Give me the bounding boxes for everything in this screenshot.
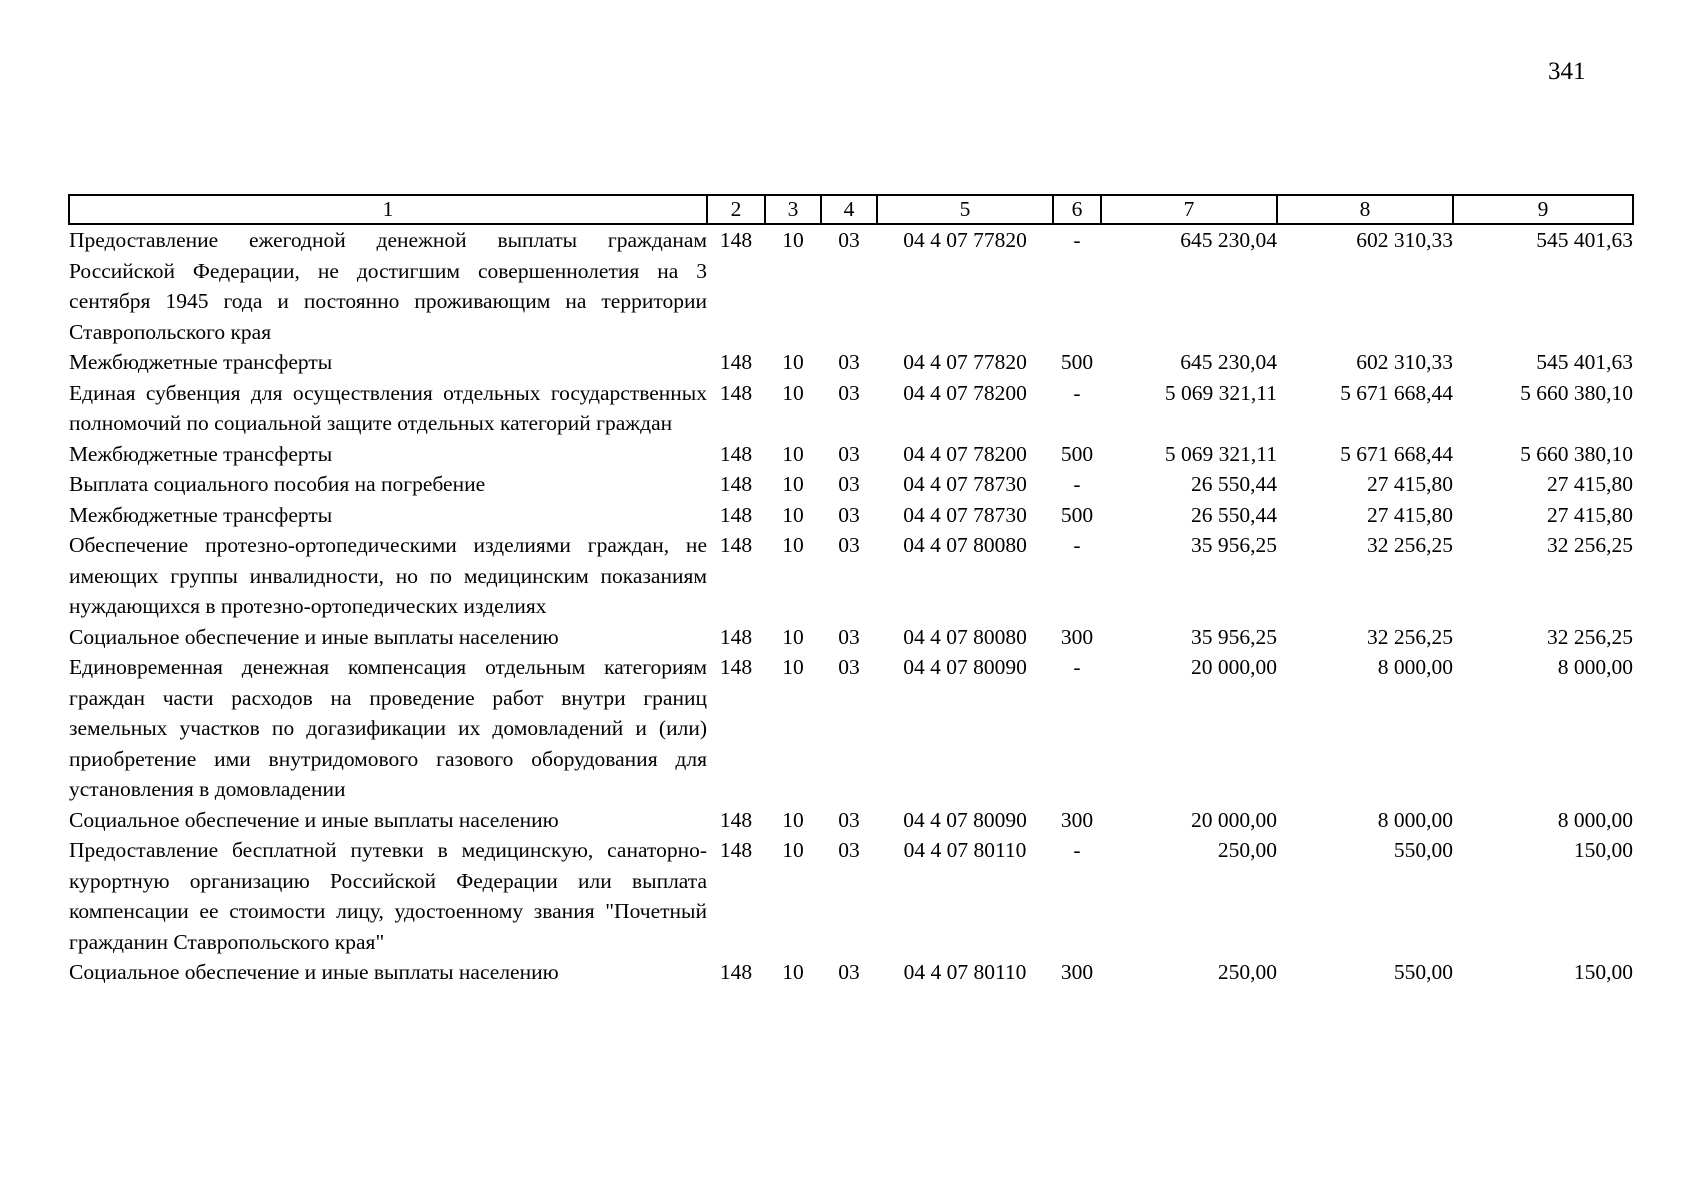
cell-col6: -: [1073, 655, 1081, 679]
cell-col2: 148: [719, 380, 753, 405]
budget-table: [68, 194, 1634, 988]
cell-col7: 645 230,04: [1180, 228, 1277, 252]
table-row: [69, 378, 1633, 439]
cell-col9: 5 660 380,10: [1520, 441, 1633, 466]
cell-col5: 04 4 07 80110: [903, 838, 1027, 862]
column-header: 4: [821, 195, 877, 224]
cell-col4: 03: [838, 807, 860, 832]
table-row: [69, 805, 1633, 836]
cell-col4: 03: [838, 655, 860, 679]
cell-col6: 300: [1060, 960, 1094, 984]
cell-col9: 32 256,25: [1547, 533, 1633, 557]
row-name: Межбюджетные трансферты: [69, 350, 333, 374]
cell-col5: 04 4 07 80090: [903, 807, 1027, 832]
table-row: [69, 652, 1633, 805]
cell-col3: 10: [782, 350, 804, 374]
cell-col7: 26 550,44: [1191, 472, 1277, 496]
table-row: [69, 500, 1633, 531]
row-name: Выплата социального пособия на погребение: [69, 472, 486, 496]
column-header: 2: [707, 195, 765, 224]
cell-col6: 500: [1060, 502, 1094, 527]
cell-col4: 03: [838, 624, 860, 649]
cell-col9: 8 000,00: [1557, 655, 1633, 679]
cell-col3: 10: [782, 502, 804, 527]
cell-col4: 03: [838, 533, 860, 557]
column-header: 5: [877, 195, 1053, 224]
table-row: [69, 224, 1633, 347]
cell-col3: 10: [782, 228, 804, 252]
cell-col5: 04 4 07 78730: [903, 502, 1027, 527]
table-body: [69, 224, 1633, 988]
cell-col7: 250,00: [1217, 838, 1277, 862]
cell-col7: 35 956,25: [1191, 624, 1277, 649]
cell-col6: 500: [1060, 350, 1094, 374]
cell-col8: 27 415,80: [1367, 502, 1453, 527]
cell-col9: 150,00: [1573, 960, 1633, 984]
cell-col2: 148: [719, 472, 753, 496]
cell-col3: 10: [782, 533, 804, 557]
cell-col8: 550,00: [1393, 838, 1453, 862]
table-row: [69, 957, 1633, 988]
cell-col8: 550,00: [1393, 960, 1453, 984]
table-row: [69, 469, 1633, 500]
cell-col4: 03: [838, 960, 860, 984]
cell-col3: 10: [782, 838, 804, 862]
column-header: 6: [1053, 195, 1101, 224]
table-row: [69, 622, 1633, 653]
cell-col6: -: [1073, 472, 1081, 496]
cell-col2: 148: [719, 533, 753, 557]
cell-col2: 148: [719, 624, 753, 649]
cell-col8: 602 310,33: [1356, 228, 1453, 252]
cell-col7: 35 956,25: [1191, 533, 1277, 557]
cell-col8: 8 000,00: [1377, 655, 1453, 679]
cell-col2: 148: [719, 807, 753, 832]
cell-col4: 03: [838, 838, 860, 862]
cell-col5: 04 4 07 78730: [903, 472, 1027, 496]
column-header: 3: [765, 195, 821, 224]
cell-col4: 03: [838, 472, 860, 496]
cell-col4: 03: [838, 350, 860, 374]
cell-col2: 148: [719, 960, 753, 984]
cell-col5: 04 4 07 80080: [903, 624, 1027, 649]
cell-col2: 148: [719, 441, 753, 466]
row-name: Межбюджетные трансферты: [69, 441, 333, 466]
cell-col9: 27 415,80: [1547, 472, 1633, 496]
cell-col5: 04 4 07 78200: [903, 441, 1027, 466]
page-number: 341: [1548, 58, 1586, 85]
cell-col3: 10: [782, 380, 804, 405]
cell-col9: 150,00: [1573, 838, 1633, 862]
cell-col4: 03: [838, 380, 860, 405]
row-name: Социальное обеспечение и иные выплаты населению: [69, 624, 559, 649]
column-header: 9: [1453, 195, 1633, 224]
cell-col7: 250,00: [1217, 960, 1277, 984]
cell-col5: 04 4 07 80080: [903, 533, 1027, 557]
cell-col8: 602 310,33: [1356, 350, 1453, 374]
cell-col8: 32 256,25: [1367, 624, 1453, 649]
cell-col4: 03: [838, 228, 860, 252]
cell-col7: 20 000,00: [1191, 807, 1277, 832]
cell-col9: 545 401,63: [1536, 228, 1633, 252]
column-header: 7: [1101, 195, 1277, 224]
cell-col5: 04 4 07 77820: [903, 350, 1027, 374]
row-name: Социальное обеспечение и иные выплаты населению: [69, 960, 559, 984]
cell-col2: 148: [719, 502, 753, 527]
cell-col4: 03: [838, 502, 860, 527]
table-row: [69, 347, 1633, 378]
row-name: Межбюджетные трансферты: [69, 502, 333, 527]
cell-col5: 04 4 07 78200: [903, 380, 1027, 405]
row-name: Предоставление бесплатной путевки в медицинскую, санаторно-курортную организацию Российской Федерации или выплата компенсации ее стоимости лицу, удостоенному звания "Почетный гражданин Ставропольского края": [69, 838, 707, 954]
table-row: [69, 439, 1633, 470]
header-row: [69, 195, 1633, 224]
cell-col4: 03: [838, 441, 860, 466]
column-header: 8: [1277, 195, 1453, 224]
cell-col8: 5 671 668,44: [1340, 441, 1453, 466]
cell-col7: 20 000,00: [1191, 655, 1277, 679]
cell-col3: 10: [782, 960, 804, 984]
cell-col6: 300: [1060, 624, 1094, 649]
cell-col8: 32 256,25: [1367, 533, 1453, 557]
row-name: Предоставление ежегодной денежной выплаты гражданам Российской Федерации, не достигшим совершеннолетия на 3 сентября 1945 года и постоянно проживающим на территории Ставропольского края: [69, 228, 707, 344]
cell-col5: 04 4 07 80110: [903, 960, 1027, 984]
cell-col6: -: [1073, 838, 1081, 862]
cell-col3: 10: [782, 624, 804, 649]
cell-col7: 26 550,44: [1191, 502, 1277, 527]
cell-col5: 04 4 07 77820: [903, 228, 1027, 252]
cell-col9: 27 415,80: [1547, 502, 1633, 527]
cell-col3: 10: [782, 807, 804, 832]
cell-col5: 04 4 07 80090: [903, 655, 1027, 679]
cell-col6: -: [1073, 228, 1081, 252]
cell-col6: 500: [1060, 441, 1094, 466]
cell-col2: 148: [719, 655, 753, 679]
cell-col7: 645 230,04: [1180, 350, 1277, 374]
table-header: [69, 195, 1633, 224]
cell-col2: 148: [719, 838, 753, 862]
cell-col9: 32 256,25: [1547, 624, 1633, 649]
cell-col2: 148: [719, 350, 753, 374]
table-row: [69, 530, 1633, 622]
cell-col7: 5 069 321,11: [1164, 441, 1277, 466]
row-name: Социальное обеспечение и иные выплаты населению: [69, 807, 559, 832]
cell-col8: 8 000,00: [1377, 807, 1453, 832]
cell-col2: 148: [719, 228, 753, 252]
column-header: 1: [69, 195, 707, 224]
cell-col3: 10: [782, 472, 804, 496]
cell-col7: 5 069 321,11: [1164, 380, 1277, 405]
table-row: [69, 835, 1633, 957]
cell-col3: 10: [782, 655, 804, 679]
cell-col8: 27 415,80: [1367, 472, 1453, 496]
row-name: Обеспечение протезно-ортопедическими изделиями граждан, не имеющих группы инвалидности, но по медицинским показаниям нуждающихся в протезно-ортопедических изделиях: [69, 533, 707, 618]
cell-col9: 8 000,00: [1557, 807, 1633, 832]
cell-col9: 545 401,63: [1536, 350, 1633, 374]
row-name: Единовременная денежная компенсация отдельным категориям граждан части расходов на проведение работ внутри границ земельных участков по догазификации их домовладений и (или) приобретение ими внутридомового газового оборудования для установления в домовладении: [69, 655, 707, 801]
cell-col6: -: [1073, 533, 1081, 557]
cell-col9: 5 660 380,10: [1520, 380, 1633, 405]
cell-col6: -: [1073, 380, 1081, 405]
cell-col3: 10: [782, 441, 804, 466]
cell-col6: 300: [1060, 807, 1094, 832]
row-name: Единая субвенция для осуществления отдельных государственных полномочий по социальной защите отдельных категорий граждан: [69, 380, 707, 435]
cell-col8: 5 671 668,44: [1340, 380, 1453, 405]
